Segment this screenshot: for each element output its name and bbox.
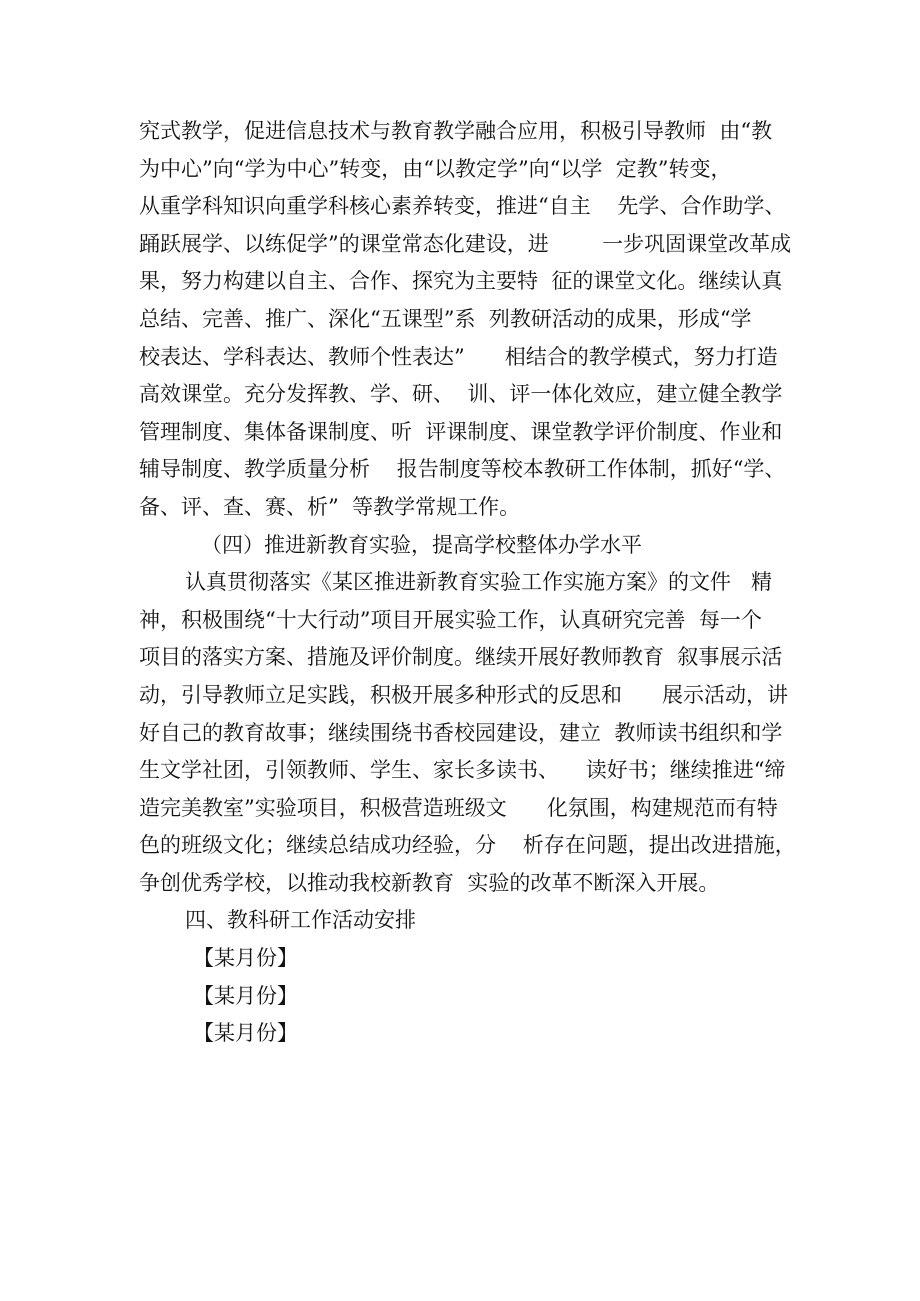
paragraph-line: 神，积极围绕“十大行动”项目开展实验工作，认真研究完善 每一个 <box>139 607 762 632</box>
paragraph-line: 总结、完善、推广、深化“五课型”系 列教研活动的成果，形成“学 <box>139 306 752 331</box>
document-body <box>139 113 799 1053</box>
paragraph-line: 生文学社团，引领教师、学生、家长多读书、 读好书；继续推进“缔 <box>139 758 786 783</box>
paragraph-line: 校表达、学科表达、教师个性表达” 相结合的教学模式，努力打造 <box>139 344 778 369</box>
month-list <box>139 940 799 1053</box>
paragraph-line: 造完美教室”实验项目，积极营造班级文 化氛围，构建规范而有特 <box>139 795 778 820</box>
paragraph-line: 踊跃展学、以练促学”的课堂常态化建设，进 一步巩固课堂改革成 <box>139 231 792 256</box>
paragraph-line: 究式教学，促进信息技术与教育教学融合应用，积极引导教师 由“教 <box>139 119 773 143</box>
paragraph-line: 色的班级文化；继续总结成功经验，分 析存在问题，提出改进措施， <box>139 833 796 858</box>
paragraph-line: 为中心”向“学为中心”转变，由“以教定学”向“以学 定教”转变， <box>139 156 732 181</box>
paragraph-teaching-reform <box>139 113 799 527</box>
paragraph-line: 高效课堂。充分发挥教、学、研、 训、评一体化效应，建立健全教学 <box>139 382 783 407</box>
paragraph-line: 备、评、查、赛、析” 等教学常规工作。 <box>139 494 521 519</box>
paragraph-new-education <box>139 564 799 902</box>
paragraph-line: 果，努力构建以自主、合作、探究为主要特 征的课堂文化。继续认真 <box>139 269 783 294</box>
subheading-new-education-experiment: （四）推进新教育实验，提高学校整体办学水平 <box>201 532 642 557</box>
paragraph-line: 好自己的教育故事；继续围绕书香校园建设，建立 教师读书组织和学 <box>139 720 783 745</box>
paragraph-line: 从重学科知识向重学科核心素养转变，推进“自主 先学、合作助学、 <box>139 194 786 219</box>
paragraph-line: 项目的落实方案、措施及评价制度。继续开展好教师教育 叙事展示活 <box>139 645 783 670</box>
section-heading-activity-schedule: 四、教科研工作活动安排 <box>185 908 416 933</box>
month-item: 【某月份】 <box>193 1021 298 1046</box>
paragraph-line: 争创优秀学校，以推动我校新教育 实验的改革不断深入开展。 <box>139 870 720 895</box>
month-item: 【某月份】 <box>193 946 298 971</box>
paragraph-line: 管理制度、集体备课制度、听 评课制度、课堂教学评价制度、作业和 <box>139 419 783 444</box>
month-item: 【某月份】 <box>193 983 298 1008</box>
paragraph-line: 动，引导教师立足实践，积极开展多种形式的反思和 展示活动，讲 <box>139 682 789 707</box>
paragraph-line: 辅导制度、教学质量分析 报告制度等校本教研工作体制，抓好“学、 <box>139 457 786 482</box>
paragraph-line: 认真贯彻落实《某区推进新教育实验工作实施方案》的文件 精 <box>185 570 773 595</box>
